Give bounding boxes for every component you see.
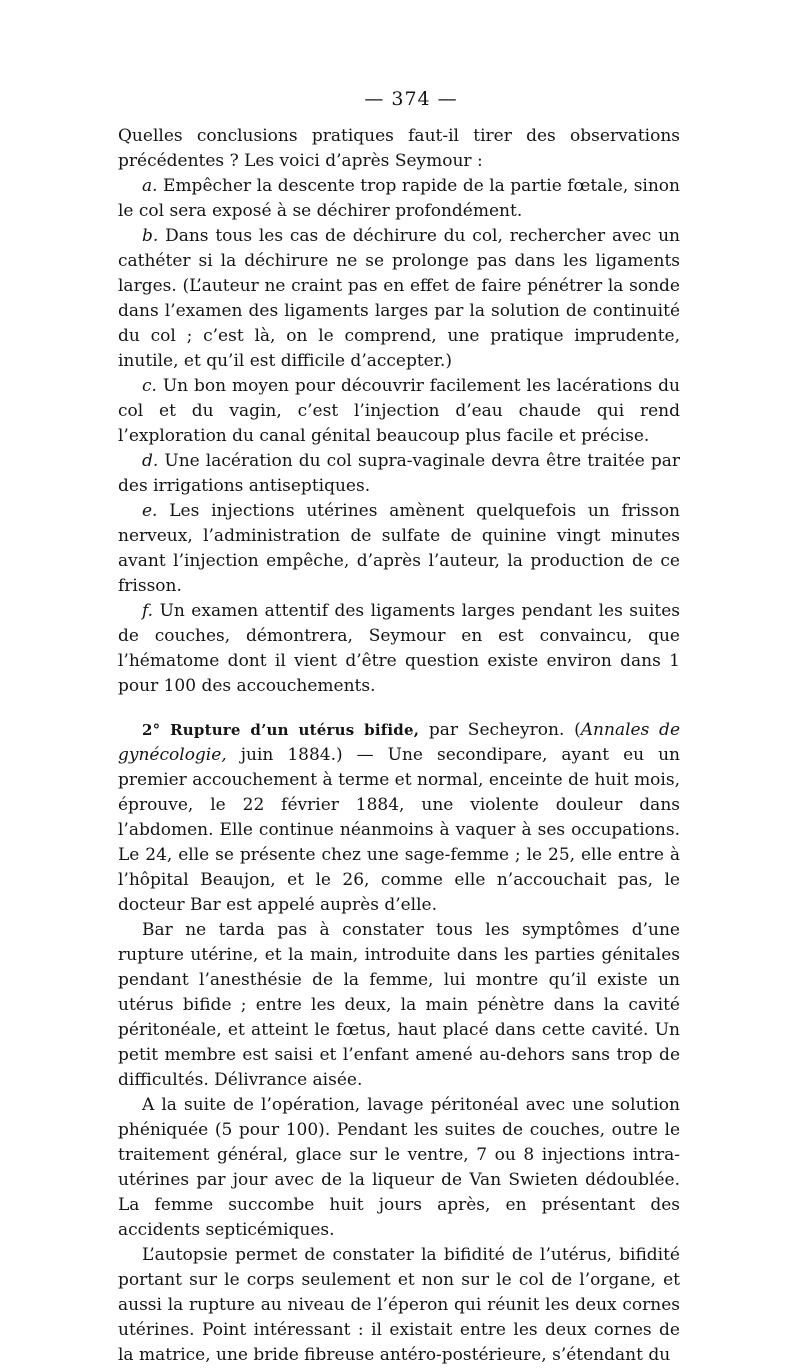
item-marker: f.: [142, 601, 154, 621]
section-spacer: [118, 699, 680, 718]
section-number: 2°: [142, 721, 161, 739]
page-number: — 374 —: [364, 88, 458, 110]
section-text: — Une secondipare, ayant eu un premier accouchement à terme et normal, enceinte de huit mois, éprouve, le 22 février 1884, une violente douleur dans l’abdomen. Elle continue néanmoins à vaquer à ses occupations. Le 24, elle se présente chez une sage-femme ; le 25, elle entre à l’hôpital Beaujon, et le 26, comme elle n’accouchait pas, le docteur Bar est appelé auprès d’elle.: [118, 745, 680, 915]
item-marker: a.: [142, 176, 158, 196]
list-item: [118, 599, 680, 699]
item-text: Une lacération du col supra-vaginale devra être traitée par des irrigations antiseptiques.: [118, 451, 680, 496]
list-item: [118, 224, 680, 374]
item-marker: e.: [142, 501, 158, 521]
item-text: Un bon moyen pour découvrir facilement les lacérations du col et du vagin, c’est l’injection d’eau chaude qui rend l’exploration du canal génital beaucoup plus facile et précise.: [118, 376, 680, 446]
list-item: [118, 374, 680, 449]
intro-paragraph: Quelles conclusions pratiques faut-il tirer des observations précédentes ? Les voici d’après Seymour :: [118, 126, 680, 171]
document-page: [118, 88, 680, 1368]
body-paragraph: A la suite de l’opération, lavage péritonéal avec une solution phéniquée (5 pour 100). Pendant les suites de couches, outre le traitement général, glace sur le ventre, 7 ou 8 injections intra-utérines par jour avec de la liqueur de Van Swieten dédoublée. La femme succombe huit jours après, en présentant des accidents septicémiques.: [118, 1095, 680, 1240]
item-text: Les injections utérines amènent quelquefois un frisson nerveux, l’administration de sulfate de quinine vingt minutes avant l’injection empêche, d’après l’auteur, la production de ce frisson.: [118, 501, 681, 596]
section-paragraph: [118, 718, 680, 918]
list-item: [118, 449, 680, 499]
section-author: par Secheyron. (: [419, 720, 581, 740]
journal-date: juin 1884.): [226, 745, 343, 765]
body-paragraph: Bar ne tarda pas à constater tous les symptômes d’une rupture utérine, et la main, introduite dans les parties génitales pendant l’anesthésie de la femme, lui montre qu’il existe un utérus bifide ; entre les deux, la main pénètre dans la cavité péritonéale, et atteint le fœtus, haut placé dans cette cavité. Un petit membre est saisi et l’enfant amené au-dehors sans trop de difficultés. Délivrance aisée.: [118, 920, 680, 1090]
list-item: [118, 499, 680, 599]
list-item: [118, 174, 680, 224]
body-paragraph: L’autopsie permet de constater la bifidité de l’utérus, bifidité portant sur le corps seulement et non sur le col de l’organe, et aussi la rupture au niveau de l’éperon qui réunit les deux cornes utérines. Point intéressant : il existait entre les deux cornes de la matrice, une bride fibreuse antéro-postérieure, s’étendant du: [118, 1245, 680, 1365]
item-marker: c.: [142, 376, 157, 396]
section-title: Rupture d’un utérus bifide,: [170, 721, 420, 739]
item-text: Dans tous les cas de déchirure du col, rechercher avec un cathéter si la déchirure ne se prolonge pas dans les ligaments larges. (L’auteur ne craint pas en effet de faire pénétrer la sonde dans l’examen des ligaments larges par la solution de continuité du col ; c’est là, on le comprend, une pratique imprudente, inutile, et qu’il est difficile d’accepter.): [118, 226, 680, 371]
journal-title: Annales de gynécologie,: [118, 720, 681, 765]
item-marker: b.: [142, 226, 159, 246]
item-text: Un examen attentif des ligaments larges pendant les suites de couches, démontrera, Seymour en est convaincu, que l’hématome dont il vient d’être question existe environ dans 1 pour 100 des accouchements.: [118, 601, 680, 696]
item-text: Empêcher la descente trop rapide de la partie fœtale, sinon le col sera exposé à se déchirer profondément.: [118, 176, 680, 221]
item-marker: d.: [142, 451, 159, 471]
